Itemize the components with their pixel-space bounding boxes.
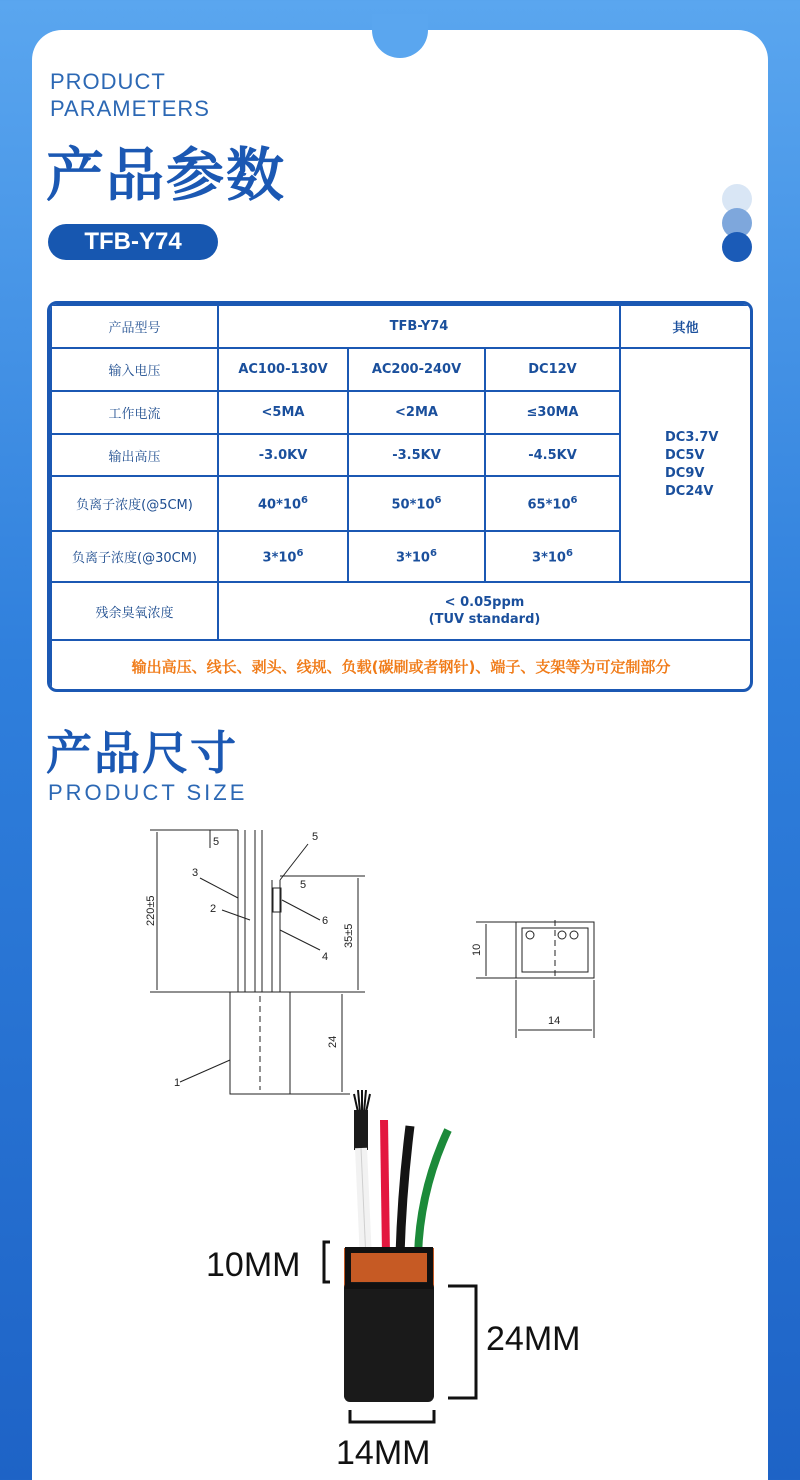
- callout-2: 2: [210, 903, 217, 915]
- spec-cell: AC200-240V: [348, 348, 485, 391]
- dim-5b: 5: [300, 879, 307, 891]
- spec-cell: $65*10^6$: [485, 476, 620, 531]
- spec-cell: -4.5KV: [485, 434, 620, 476]
- dim-label-14mm: 14MM: [336, 1434, 431, 1472]
- spec-row-label: 工作电流: [51, 391, 218, 434]
- size-title-en: PRODUCT SIZE: [48, 780, 248, 805]
- callout-3: 3: [192, 867, 199, 879]
- spec-cell: <2MA: [348, 391, 485, 434]
- spec-cell: -3.5KV: [348, 434, 485, 476]
- spec-value-model: TFB-Y74: [218, 305, 620, 348]
- spec-cell: $40*10^6$: [218, 476, 348, 531]
- spec-row-label: 输出高压: [51, 434, 218, 476]
- red-wire: [384, 1120, 386, 1255]
- spec-row-label: 输入电压: [51, 348, 218, 391]
- section-title-en: [50, 68, 210, 122]
- dim-10: 10: [471, 943, 483, 956]
- spec-cell: ≤30MA: [485, 391, 620, 434]
- decor-dot-dark: [722, 232, 752, 262]
- spec-label-model: 产品型号: [51, 305, 218, 348]
- title-en-line2: PARAMETERS: [50, 96, 210, 121]
- module-body: [344, 1282, 434, 1402]
- spec-row-label: 残余臭氧浓度: [51, 582, 218, 640]
- green-wire: [418, 1130, 448, 1255]
- spec-cell: -3.0KV: [218, 434, 348, 476]
- section-title-cn: 产品参数: [46, 141, 287, 209]
- model-badge: TFB-Y74: [48, 224, 218, 260]
- spec-cell: $3*10^6$: [485, 531, 620, 582]
- title-en-line1: PRODUCT: [50, 69, 166, 94]
- callout-4: 4: [322, 951, 329, 963]
- spec-cell: $3*10^6$: [348, 531, 485, 582]
- callout-6: 6: [322, 915, 329, 927]
- callout-1: 1: [174, 1077, 181, 1089]
- dim-220: 220±5: [145, 895, 157, 926]
- spec-cell: <5MA: [218, 391, 348, 434]
- dim-label-24mm: 24MM: [486, 1320, 581, 1358]
- spec-cell: $3*10^6$: [218, 531, 348, 582]
- dim-24: 24: [327, 1035, 339, 1048]
- size-title-cn: 产品尺寸: [46, 726, 238, 780]
- callout-5: 5: [312, 831, 319, 843]
- other-value: DC3.7V: [665, 430, 719, 445]
- spec-table: [47, 301, 753, 692]
- dim-14: 14: [548, 1015, 561, 1027]
- technical-drawing: [130, 820, 610, 1100]
- spec-cell: $50*10^6$: [348, 476, 485, 531]
- other-value: DC5V: [665, 448, 705, 463]
- dim-5a: 5: [213, 836, 220, 848]
- spec-row-label: 负离子浓度(@30CM): [51, 531, 218, 582]
- spec-label-other: 其他: [620, 305, 751, 348]
- spec-cell: AC100-130V: [218, 348, 348, 391]
- black-wire: [400, 1126, 410, 1255]
- other-value: DC24V: [665, 484, 714, 499]
- dim-label-10mm: 10MM: [206, 1246, 301, 1284]
- dim-35: 35±5: [343, 923, 355, 948]
- spec-ozone-value: < 0.05ppm (TUV standard): [218, 582, 751, 640]
- spec-cell: DC12V: [485, 348, 620, 391]
- spec-note: 输出高压、线长、剥头、线规、负载(碳刷或者钢针)、端子、支架等为可定制部分: [51, 640, 751, 692]
- other-value: DC9V: [665, 466, 705, 481]
- spec-row-label: 负离子浓度(@5CM): [51, 476, 218, 531]
- spec-other-values: [620, 348, 751, 582]
